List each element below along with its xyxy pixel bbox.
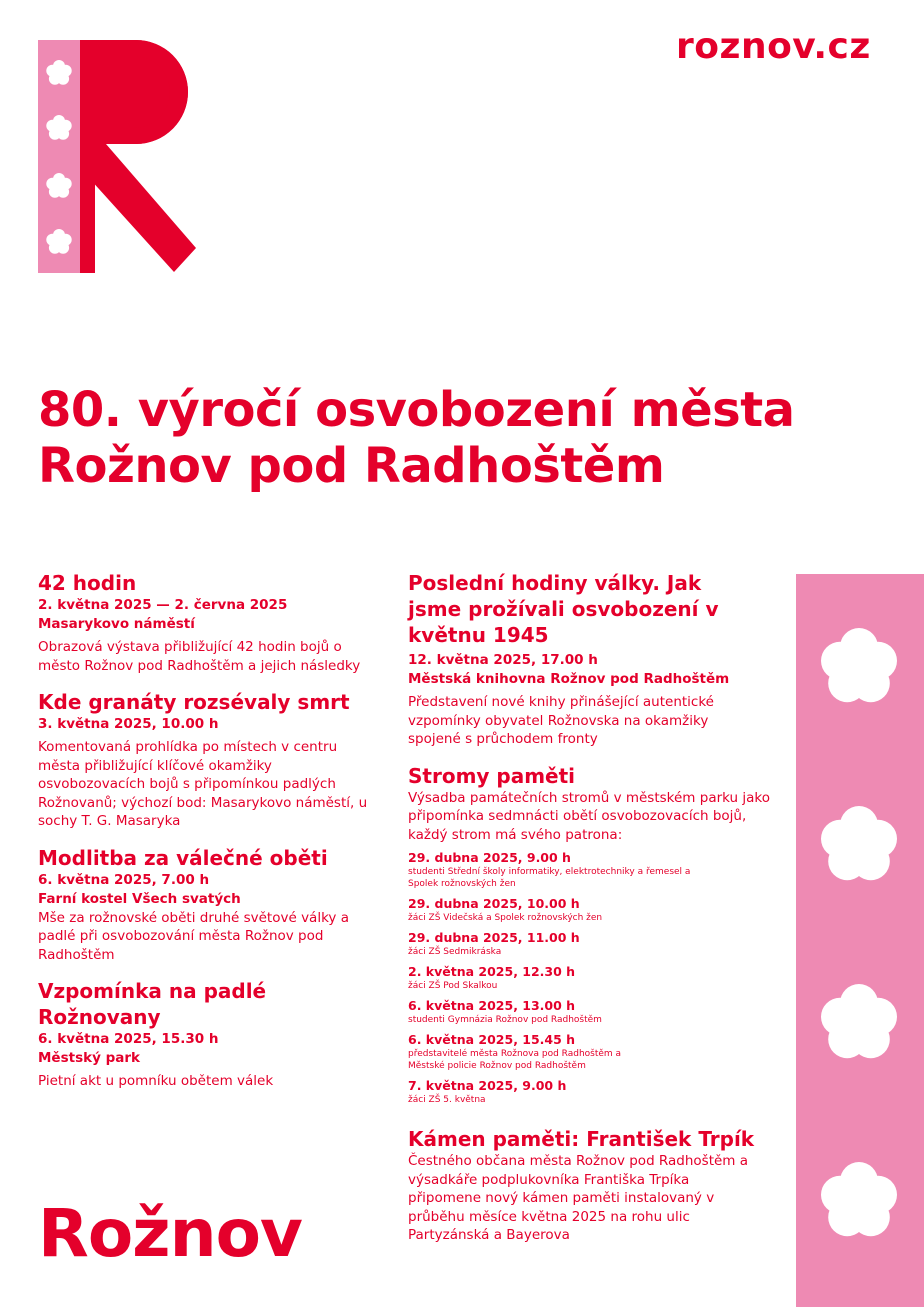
event-date: 12. května 2025, 17.00 h xyxy=(408,652,598,668)
event-title: Vzpomínka na padlé Rožnovany xyxy=(38,979,267,1029)
event-date: 6. května 2025, 15.30 h xyxy=(38,1031,219,1047)
roznov-r-logo xyxy=(38,40,202,276)
roznov-brand-wordmark: Rožnov xyxy=(38,1195,302,1272)
event-title: Stromy paměti xyxy=(408,763,576,788)
planting-date: 6. května 2025, 15.45 h xyxy=(408,1032,576,1047)
event-modlitba xyxy=(38,845,383,965)
event-description: Čestného občana města Rožnov pod Radhoštěm a výsadkáře podplukovníka Františka Trpíka připomene nový kámen paměti instalovaný v průběhu měsíce května 2025 na rohu ulic Partyzánská a Bayerova xyxy=(408,1153,749,1243)
event-date: 2. května 2025 — 2. června 2025 xyxy=(38,597,288,613)
flower-icon xyxy=(816,980,902,1066)
planting-date: 29. dubna 2025, 10.00 h xyxy=(408,896,580,911)
event-description: Představení nové knihy přinášející autentické vzpomínky obyvatel Rožnovska na okamžiky spojené s průchodem fronty xyxy=(408,694,714,747)
event-date: 6. května 2025, 7.00 h xyxy=(38,871,210,888)
event-stromy-pameti xyxy=(408,763,783,1107)
event-description: Mše za rožnovské oběti druhé světové války a padlé při osvobozování města Rožnov pod Radhoštěm xyxy=(38,909,349,963)
planting-date: 29. dubna 2025, 9.00 h xyxy=(408,850,571,865)
planting-patron: žáci ZŠ Sedmikráska xyxy=(408,947,502,957)
event-place: Farní kostel Všech svatých xyxy=(38,890,241,907)
decorative-pink-strip xyxy=(796,574,924,1307)
planting-patron: studenti Střední školy informatiky, elektrotechniky a řemesel a Spolek rožnovských žen xyxy=(408,867,691,889)
planting-date: 6. května 2025, 13.00 h xyxy=(408,998,576,1013)
title-line-1: 80. výročí osvobození města xyxy=(38,382,795,438)
planting-item xyxy=(408,1032,783,1072)
event-title: Poslední hodiny války. Jak jsme prožívali osvobození v květnu 1945 xyxy=(408,571,719,647)
event-posledni-hodiny xyxy=(408,570,783,749)
planting-patron: žáci ZŠ Pod Skalkou xyxy=(408,981,498,991)
event-place: Městský park xyxy=(38,1050,141,1066)
event-42-hodin xyxy=(38,570,383,675)
event-description: Výsadba památečních stromů v městském parku jako připomínka sedmnácti obětí osvobozovacích bojů, každý strom má svého patrona: xyxy=(408,789,771,843)
title-line-2: Rožnov pod Radhoštěm xyxy=(38,438,665,494)
planting-item xyxy=(408,998,783,1026)
event-title: Kámen paměti: František Trpík xyxy=(408,1127,755,1151)
event-kde-granaty xyxy=(38,689,383,831)
planting-date: 7. května 2025, 9.00 h xyxy=(408,1078,567,1093)
planting-item xyxy=(408,1078,783,1106)
planting-item xyxy=(408,930,783,958)
page-title xyxy=(38,382,795,494)
event-date: 3. května 2025, 10.00 h xyxy=(38,716,219,732)
flower-icon xyxy=(816,1158,902,1244)
event-place: Městská knihovna Rožnov pod Radhoštěm xyxy=(408,671,730,687)
event-title: Modlitba za válečné oběti xyxy=(38,845,328,870)
right-column xyxy=(408,570,783,1259)
flower-icon xyxy=(816,802,902,888)
flower-icon xyxy=(816,624,902,710)
planting-patron: žáci ZŠ Videčská a Spolek rožnovských žen xyxy=(408,913,603,923)
left-column xyxy=(38,570,383,1105)
site-url[interactable]: roznov.cz xyxy=(676,26,871,67)
planting-patron: studenti Gymnázia Rožnov pod Radhoštěm xyxy=(408,1015,602,1025)
event-place: Masarykovo náměstí xyxy=(38,616,195,632)
event-description: Obrazová výstava přibližující 42 hodin bojů o město Rožnov pod Radhoštěm a jejich následky xyxy=(38,639,361,674)
event-vzpominka xyxy=(38,978,383,1091)
planting-item xyxy=(408,850,783,890)
planting-item xyxy=(408,964,783,992)
planting-date: 2. května 2025, 12.30 h xyxy=(408,964,576,979)
planting-item xyxy=(408,896,783,924)
planting-date: 29. dubna 2025, 11.00 h xyxy=(408,930,580,945)
event-title: Kde granáty rozsévaly smrt xyxy=(38,690,350,714)
planting-patron: žáci ZŠ 5. května xyxy=(408,1095,486,1105)
event-description: Komentovaná prohlídka po místech v centru města přibližující klíčové okamžiky osvobozovacích bojů s připomínkou padlých Rožnovanů; výchozí bod: Masarykovo náměstí, u sochy T. G. Masaryka xyxy=(38,739,368,829)
event-kamen-pameti xyxy=(408,1126,783,1245)
event-title: 42 hodin xyxy=(38,571,137,595)
event-description: Pietní akt u pomníku obětem válek xyxy=(38,1073,274,1089)
planting-patron: představitelé města Rožnova pod Radhoštěm a Městské policie Rožnov pod Radhoštěm xyxy=(408,1049,622,1071)
